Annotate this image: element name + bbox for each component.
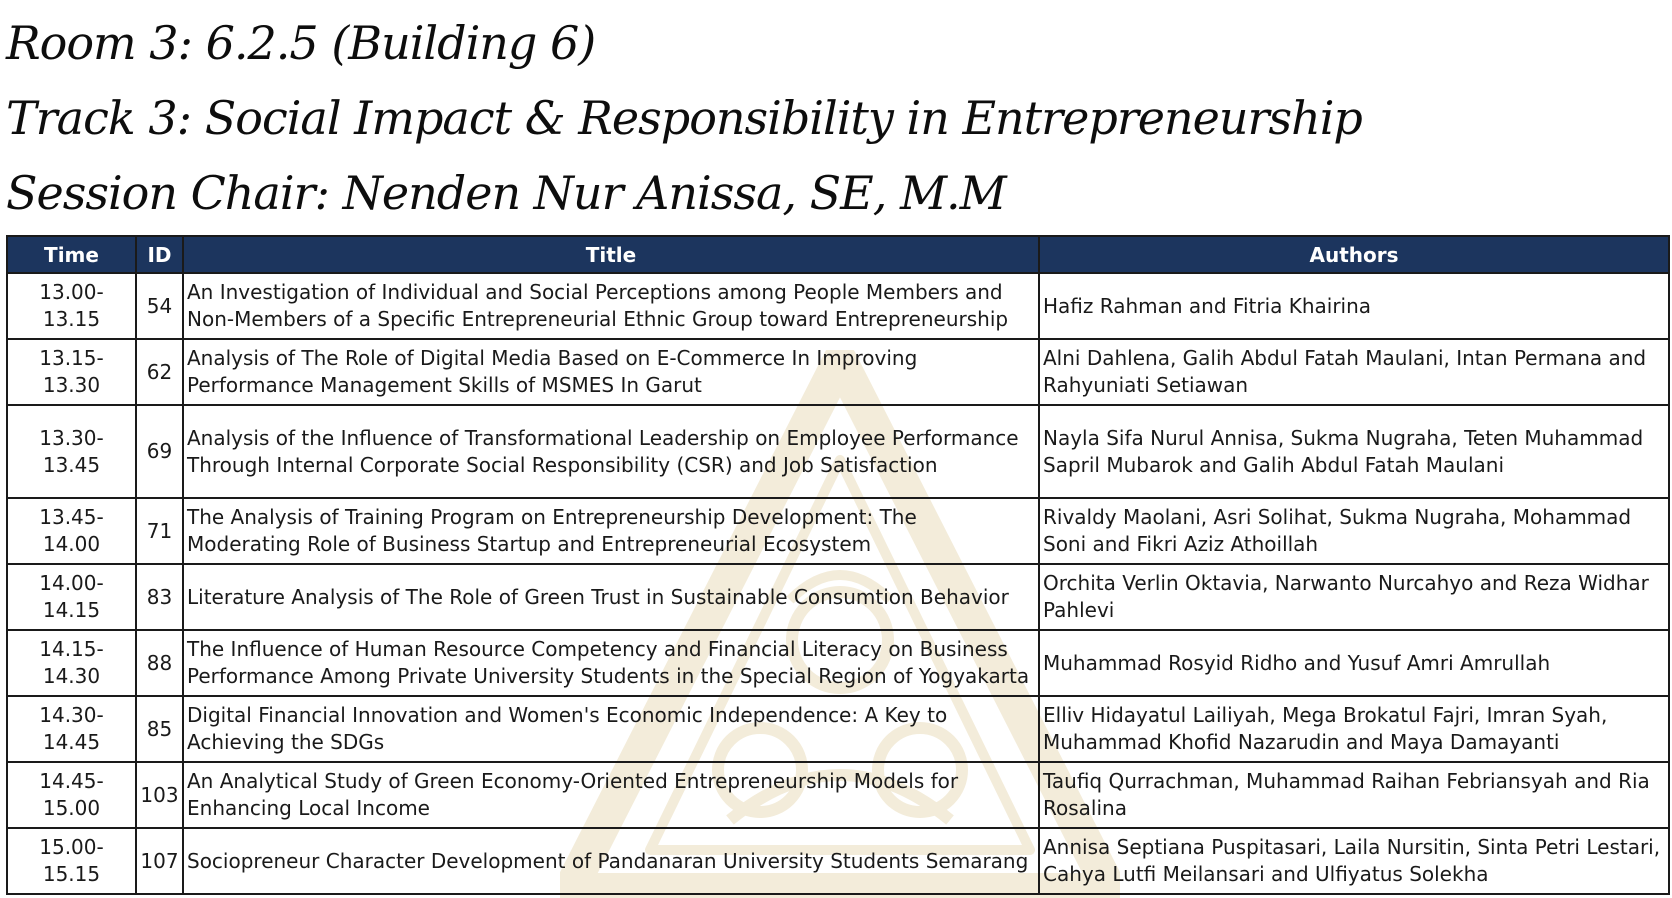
authors-cell: Taufiq Qurrachman, Muhammad Raihan Febriansyah and Ria Rosalina (1039, 762, 1669, 828)
title-cell: An Analytical Study of Green Economy-Oriented Entrepreneurship Models for Enhancing Local Income (183, 762, 1039, 828)
column-header-authors: Authors (1039, 236, 1669, 273)
time-cell: 14.45-15.00 (7, 762, 136, 828)
session-header (6, 6, 1362, 231)
time-cell: 14.15-14.30 (7, 630, 136, 696)
title-cell: Analysis of the Influence of Transformational Leadership on Employee Performance Through Internal Corporate Social Responsibility (CSR) and Job Satisfaction (183, 405, 1039, 498)
title-cell: Sociopreneur Character Development of Pandanaran University Students Semarang (183, 828, 1039, 894)
authors-cell: Orchita Verlin Oktavia, Narwanto Nurcahyo and Reza Widhar Pahlevi (1039, 564, 1669, 630)
authors-cell: Rivaldy Maolani, Asri Solihat, Sukma Nugraha, Mohammad Soni and Fikri Aziz Athoillah (1039, 498, 1669, 564)
table-row (7, 762, 1669, 828)
table-row (7, 696, 1669, 762)
authors-cell: Alni Dahlena, Galih Abdul Fatah Maulani, Intan Permana and Rahyuniati Setiawan (1039, 339, 1669, 405)
table-row (7, 630, 1669, 696)
authors-cell: Hafiz Rahman and Fitria Khairina (1039, 273, 1669, 339)
id-cell: 85 (136, 696, 183, 762)
table-row (7, 564, 1669, 630)
track-heading: Track 3: Social Impact & Responsibility in Entrepreneurship (6, 91, 1362, 145)
table-row (7, 339, 1669, 405)
time-cell: 14.30-14.45 (7, 696, 136, 762)
title-cell: The Analysis of Training Program on Entrepreneurship Development: The Moderating Role of Business Startup and Entrepreneurial Ecosystem (183, 498, 1039, 564)
id-cell: 107 (136, 828, 183, 894)
time-cell: 13.45-14.00 (7, 498, 136, 564)
title-cell: Analysis of The Role of Digital Media Based on E-Commerce In Improving Performance Management Skills of MSMES In Garut (183, 339, 1039, 405)
title-cell: An Investigation of Individual and Social Perceptions among People Members and Non-Members of a Specific Entrepreneurial Ethnic Group toward Entrepreneurship (183, 273, 1039, 339)
id-cell: 103 (136, 762, 183, 828)
column-header-title: Title (183, 236, 1039, 273)
table-row (7, 405, 1669, 498)
id-cell: 71 (136, 498, 183, 564)
id-cell: 62 (136, 339, 183, 405)
table-row (7, 273, 1669, 339)
table-header-row (7, 236, 1669, 273)
id-cell: 88 (136, 630, 183, 696)
title-cell: Digital Financial Innovation and Women's Economic Independence: A Key to Achieving the SDGs (183, 696, 1039, 762)
authors-cell: Nayla Sifa Nurul Annisa, Sukma Nugraha, Teten Muhammad Sapril Mubarok and Galih Abdul Fatah Maulani (1039, 405, 1669, 498)
id-cell: 83 (136, 564, 183, 630)
room-heading: Room 3: 6.2.5 (Building 6) (6, 16, 596, 70)
title-cell: Literature Analysis of The Role of Green Trust in Sustainable Consumtion Behavior (183, 564, 1039, 630)
title-cell: The Influence of Human Resource Competency and Financial Literacy on Business Performance Among Private University Students in the Special Region of Yogyakarta (183, 630, 1039, 696)
authors-cell: Muhammad Rosyid Ridho and Yusuf Amri Amrullah (1039, 630, 1669, 696)
id-cell: 69 (136, 405, 183, 498)
authors-cell: Annisa Septiana Puspitasari, Laila Nursitin, Sinta Petri Lestari, Cahya Lutfi Meilansari and Ulfiyatus Solekha (1039, 828, 1669, 894)
column-header-time: Time (7, 236, 136, 273)
schedule-table (6, 235, 1670, 895)
time-cell: 13.15-13.30 (7, 339, 136, 405)
authors-cell: Elliv Hidayatul Lailiyah, Mega Brokatul Fajri, Imran Syah, Muhammad Khofid Nazarudin and Maya Damayanti (1039, 696, 1669, 762)
session-chair-heading: Session Chair: Nenden Nur Anissa, SE, M.M (6, 166, 1006, 220)
table-row (7, 828, 1669, 894)
table-row (7, 498, 1669, 564)
time-cell: 15.00-15.15 (7, 828, 136, 894)
column-header-id: ID (136, 236, 183, 273)
id-cell: 54 (136, 273, 183, 339)
time-cell: 13.00-13.15 (7, 273, 136, 339)
time-cell: 13.30-13.45 (7, 405, 136, 498)
time-cell: 14.00-14.15 (7, 564, 136, 630)
